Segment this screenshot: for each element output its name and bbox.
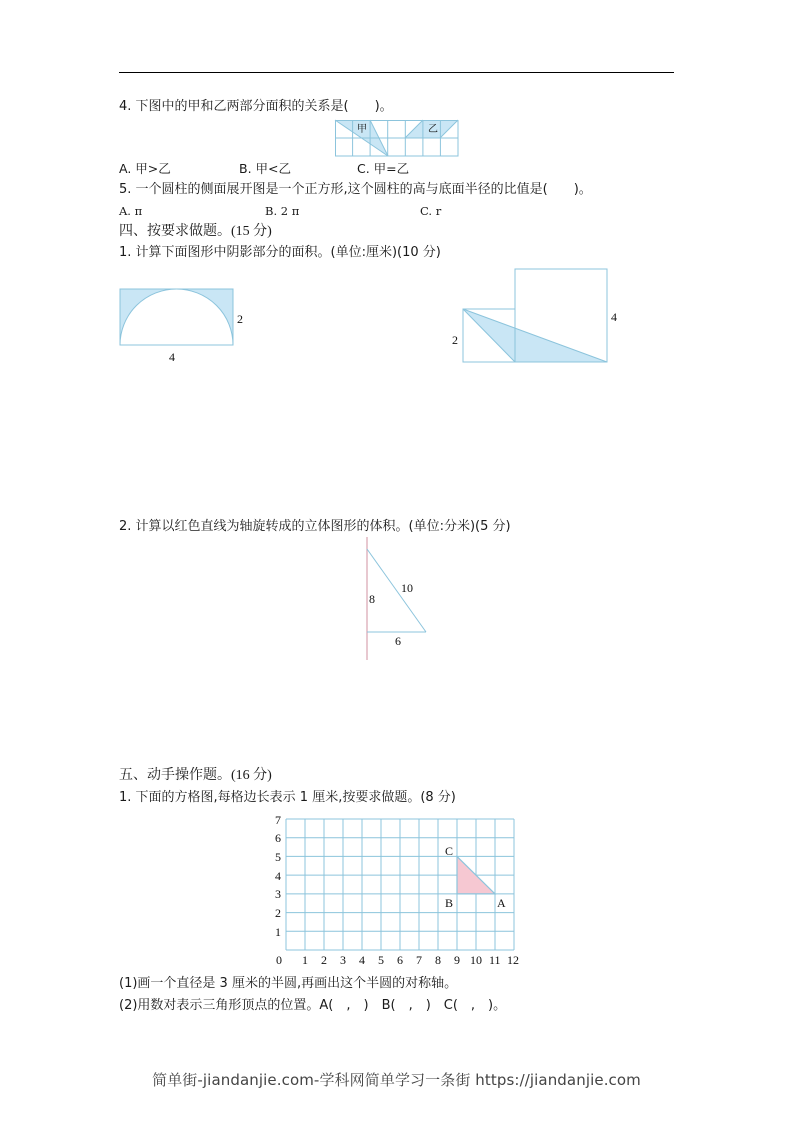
section4-title: 四、按要求做题。(15 分): [119, 224, 272, 239]
point-b-label: B: [445, 896, 454, 910]
s4-p1-fig-left: [115, 284, 265, 369]
svg-text:4: 4: [275, 869, 281, 883]
q5-stem: 5. 一个圆柱的侧面展开图是一个正方形,这个圆柱的高与底面半径的比值是( )。: [119, 182, 592, 197]
q5-option-a[interactable]: A. π: [119, 204, 143, 218]
q4-option-a[interactable]: A. 甲>乙: [119, 161, 171, 176]
s5-p1-sub1: (1)画一个直径是 3 厘米的半圆,再画出这个半圆的对称轴。: [119, 976, 458, 991]
svg-text:7: 7: [416, 953, 422, 967]
svg-text:3: 3: [340, 953, 346, 967]
q5-option-c[interactable]: C. r: [420, 204, 442, 218]
svg-text:2: 2: [275, 906, 281, 920]
point-c-label: C: [445, 844, 454, 858]
svg-text:1: 1: [302, 953, 308, 967]
s4-p2-fig: [355, 535, 445, 665]
point-a-label: A: [497, 896, 506, 910]
svg-text:8: 8: [435, 953, 441, 967]
rot-hyp-label: 10: [401, 581, 413, 595]
q5-option-b[interactable]: B. 2 π: [265, 204, 300, 218]
svg-text:6: 6: [275, 831, 281, 845]
svg-text:5: 5: [275, 850, 281, 864]
s4-p1-fig-right: [445, 264, 630, 369]
rot-base-label: 6: [395, 634, 401, 648]
q4-option-c[interactable]: C. 甲=乙: [357, 161, 410, 176]
s4-p1-stem: 1. 计算下面图形中阴影部分的面积。(单位:厘米)(10 分): [119, 245, 441, 260]
svg-text:0: 0: [276, 953, 282, 967]
svg-text:11: 11: [489, 953, 501, 967]
fig-right-small-label: 2: [452, 333, 458, 347]
svg-text:3: 3: [275, 887, 281, 901]
svg-text:5: 5: [378, 953, 384, 967]
rot-height-label: 8: [369, 592, 375, 606]
q4-figure: [335, 120, 459, 157]
svg-text:4: 4: [359, 953, 365, 967]
svg-text:9: 9: [454, 953, 460, 967]
footer-watermark: 简单街-jiandanjie.com-学科网简单学习一条街 https://jiandanjie.com: [152, 1071, 641, 1089]
label-jia: 甲: [357, 124, 367, 135]
s5-p1-stem: 1. 下面的方格图,每格边长表示 1 厘米,按要求做题。(8 分): [119, 790, 456, 805]
svg-text:12: 12: [507, 953, 519, 967]
s5-grid: [270, 812, 525, 967]
svg-text:1: 1: [275, 925, 281, 939]
s4-p2-stem: 2. 计算以红色直线为轴旋转成的立体图形的体积。(单位:分米)(5 分): [119, 519, 511, 534]
fig-left-height-label: 2: [237, 312, 243, 326]
s5-p1-sub2: (2)用数对表示三角形顶点的位置。A( , ) B( , ) C( , )。: [119, 998, 507, 1013]
label-yi: 乙: [428, 124, 438, 135]
svg-text:2: 2: [321, 953, 327, 967]
section5-title: 五、动手操作题。(16 分): [119, 768, 272, 783]
header-rule: [119, 72, 674, 73]
svg-text:7: 7: [275, 813, 281, 827]
q4-option-b[interactable]: B. 甲<乙: [239, 161, 291, 176]
svg-text:6: 6: [397, 953, 403, 967]
fig-left-width-label: 4: [169, 350, 175, 364]
q4-stem: 4. 下图中的甲和乙两部分面积的关系是( )。: [119, 99, 393, 114]
fig-right-large-label: 4: [611, 310, 617, 324]
svg-text:10: 10: [470, 953, 482, 967]
